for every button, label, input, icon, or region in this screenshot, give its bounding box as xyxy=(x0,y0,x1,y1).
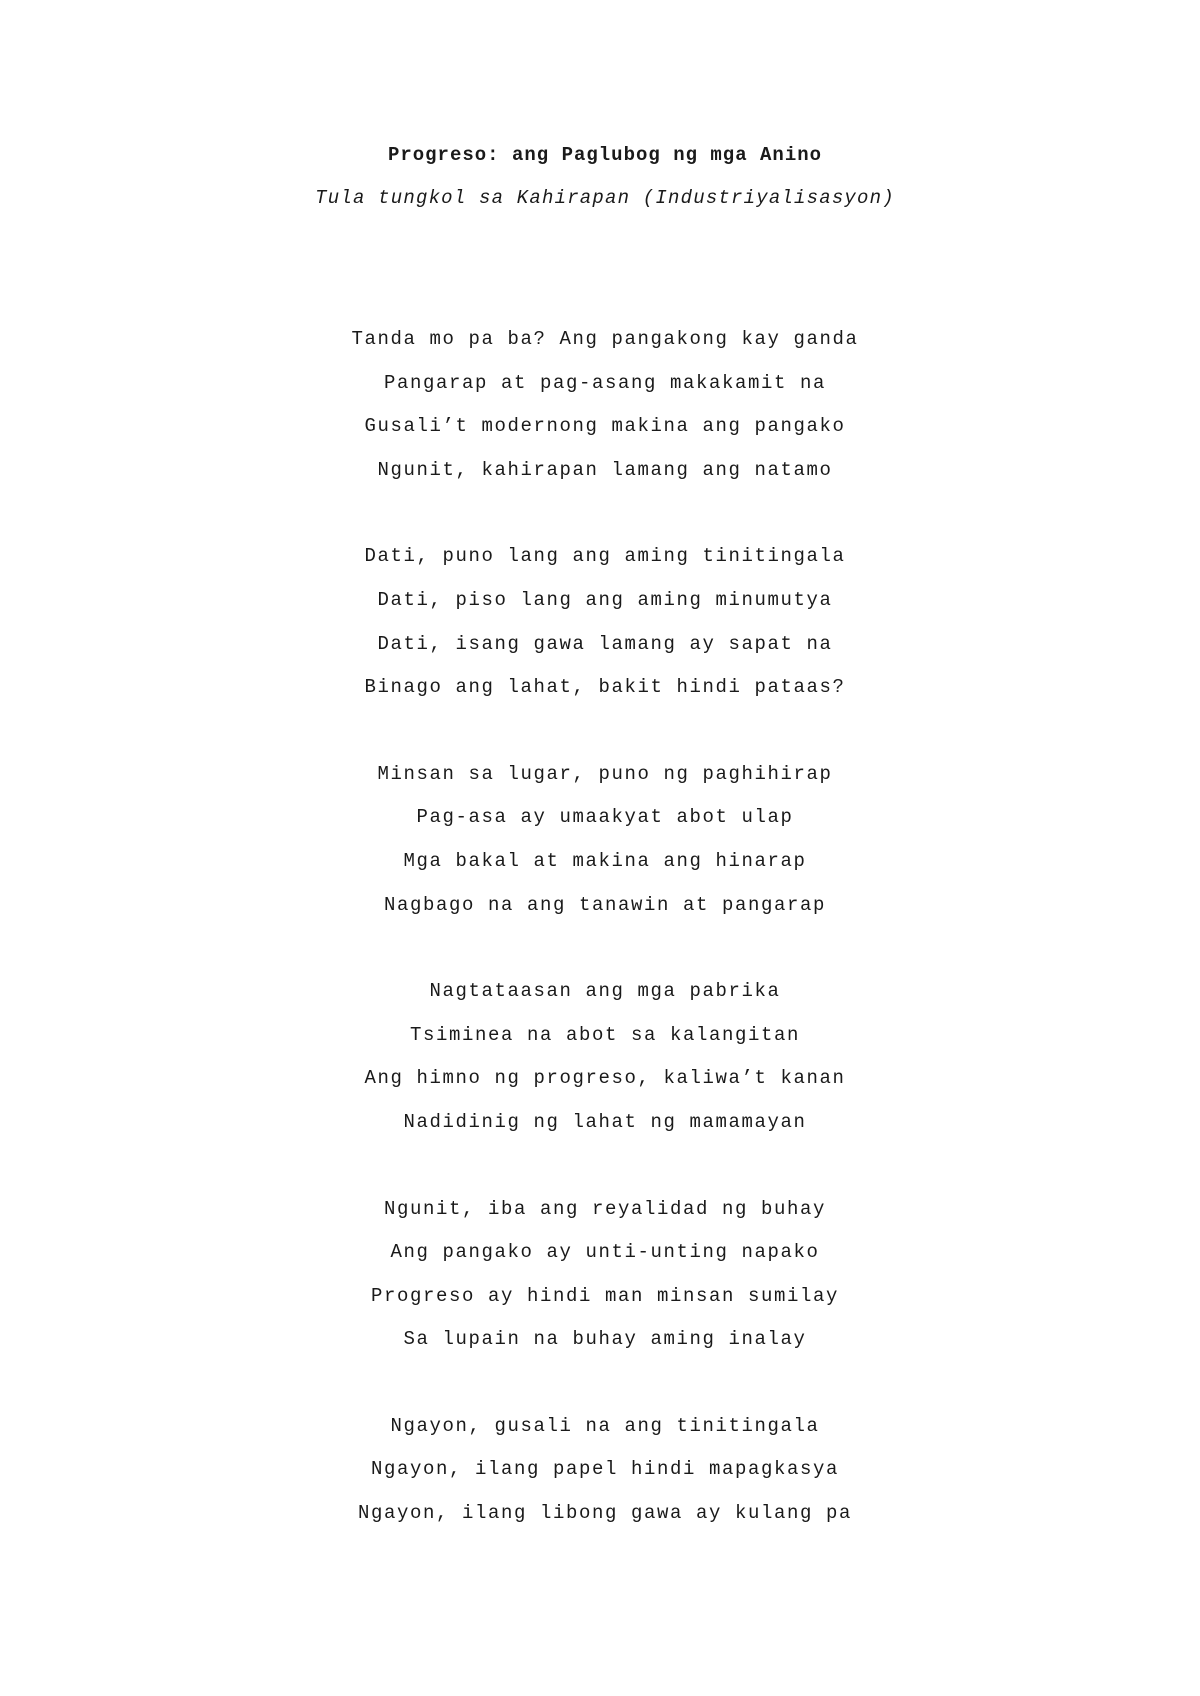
poem-line: Tanda mo pa ba? Ang pangakong kay ganda xyxy=(351,328,859,350)
poem-line: Ngayon, ilang papel hindi mapagkasya xyxy=(370,1458,840,1481)
poem-subtitle: Tula tungkol sa Kahirapan (Industriyalisasyon) xyxy=(315,187,895,209)
poem-line: Pag-asa ay umaakyat abot ulap xyxy=(416,806,794,829)
poem-line: Nagbago na ang tanawin at pangarap xyxy=(383,893,827,916)
poem-line: Ngayon, ilang libong gawa ay kulang pa xyxy=(357,1502,853,1525)
stanza-1 xyxy=(0,318,1200,492)
poem-line: Gusali’t modernong makina ang pangako xyxy=(364,415,846,438)
stanza-3 xyxy=(0,753,1200,927)
stanza-4 xyxy=(0,970,1200,1144)
poem-line: Binago ang lahat, bakit hindi pataas? xyxy=(364,676,846,699)
stanza-5 xyxy=(0,1188,1200,1362)
poem-line: Mga bakal at makina ang hinarap xyxy=(403,849,807,872)
poem-line: Progreso ay hindi man minsan sumilay xyxy=(370,1284,840,1307)
poem-line: Ang pangako ay unti-unting napako xyxy=(390,1241,820,1264)
stanza-2 xyxy=(0,535,1200,709)
poem-line: Ang himno ng progreso, kaliwa’t kanan xyxy=(364,1067,846,1090)
poem-line: Nadidinig ng lahat ng mamamayan xyxy=(403,1110,807,1133)
poem-body xyxy=(0,318,1200,1579)
poem-line: Nagtataasan ang mga pabrika xyxy=(429,980,781,1003)
poem-title: Progreso: ang Paglubog ng mga Anino xyxy=(387,144,823,166)
poem-line: Ngunit, kahirapan lamang ang natamo xyxy=(377,458,833,481)
stanza-6 xyxy=(0,1405,1200,1536)
poem-line: Dati, puno lang ang aming tinitingala xyxy=(364,545,846,568)
poem-line: Tsiminea na abot sa kalangitan xyxy=(409,1023,801,1046)
poem-line: Sa lupain na buhay aming inalay xyxy=(403,1328,807,1351)
poem-line: Ngayon, gusali na ang tinitingala xyxy=(390,1414,820,1437)
poem-line: Dati, piso lang ang aming minumutya xyxy=(377,588,833,611)
poem-line: Pangarap at pag-asang makakamit na xyxy=(383,371,827,394)
poem-line: Minsan sa lugar, puno ng paghihirap xyxy=(377,762,833,785)
poem-line: Dati, isang gawa lamang ay sapat na xyxy=(377,632,833,655)
poem-line: Ngunit, iba ang reyalidad ng buhay xyxy=(383,1197,827,1220)
